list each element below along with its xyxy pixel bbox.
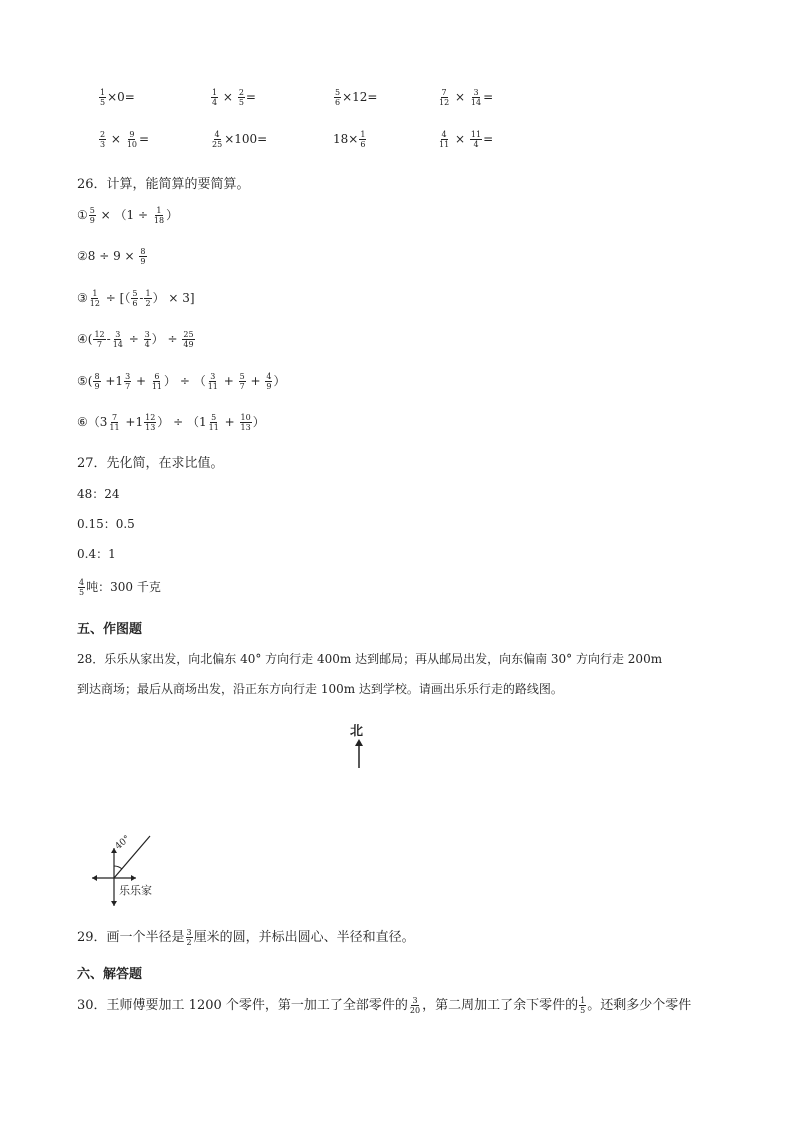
calc-item: $\frac{4}{11}$ × $\frac{11}{4}$ = bbox=[439, 130, 494, 149]
q26-item-3: ③ $\frac{1}{12}$ ÷ [（ $\frac{5}{6}$ - $\frac{1}{2}$ ） × 3] bbox=[77, 289, 195, 308]
calc-item: $\frac{2}{3}$ × $\frac{9}{10}$ = bbox=[100, 130, 150, 149]
ratio-line: 48：24 bbox=[77, 487, 120, 501]
question-27-title: 27．先化简，在求比值。 bbox=[77, 456, 224, 471]
angle-label: 40° bbox=[113, 834, 133, 852]
question-28-line1: 28．乐乐从家出发，向北偏东 40° 方向行走 400m 达到邮局；再从邮局出发，向东偏南 30° 方向行走 200m bbox=[77, 652, 663, 666]
home-label: 乐乐家 bbox=[119, 884, 152, 897]
fraction: $\frac{1}{5}$ bbox=[100, 88, 106, 107]
q26-item-5: ⑤( $\frac{8}{9}$ +1 $\frac{3}{7}$ + $\frac{6}{11}$ ） ÷ （ $\frac{3}{11}$ + $\frac{5}{7}$ + $\frac{4}{9}$ ） bbox=[77, 372, 286, 391]
q26-item-4: ④( $\frac{12}{7}$ - $\frac{3}{14}$ ÷ $\frac{3}{4}$ ） ÷ $\frac{25}{49}$ bbox=[77, 330, 194, 349]
ratio-line: 0.4：1 bbox=[77, 547, 116, 561]
question-28-line2: 到达商场；最后从商场出发，沿正东方向行走 100m 达到学校。请画出乐乐行走的路线图。 bbox=[77, 682, 563, 696]
ratio-line: $\frac{4}{5}$ 吨：300 千克 bbox=[79, 578, 161, 597]
calc-item: $\frac{1}{4}$ × $\frac{2}{5}$ = bbox=[212, 88, 256, 107]
ratio-line: 0.15：0.5 bbox=[77, 517, 135, 531]
north-label: 北 bbox=[350, 724, 364, 739]
section-heading: 五、作图题 bbox=[77, 622, 143, 637]
question-29: 29．画一个半径是 $\frac{3}{2}$ 厘米的圆，并标出圆心、半径和直径。 bbox=[77, 928, 415, 947]
calc-item: 18× $\frac{1}{6}$ bbox=[333, 130, 366, 149]
calc-item: $\frac{7}{12}$ × $\frac{3}{14}$ = bbox=[439, 88, 494, 107]
q26-item-6: ⑥（3 $\frac{7}{11}$ +1 $\frac{12}{13}$ ） ÷ （1 $\frac{5}{11}$ + $\frac{10}{13}$ ） bbox=[77, 413, 265, 432]
question-26-title: 26．计算，能简算的要简算。 bbox=[77, 177, 250, 192]
section-heading: 六、解答题 bbox=[77, 967, 143, 982]
calc-item: $\frac{4}{25}$ ×100= bbox=[212, 130, 268, 149]
calc-item: $\frac{5}{6}$ ×12= bbox=[335, 88, 378, 107]
north-arrow-icon bbox=[350, 738, 370, 770]
q26-item-1: ① $\frac{5}{9}$ × （1 ÷ $\frac{1}{18}$ ） bbox=[77, 206, 179, 225]
q26-item-2: ②8 ÷ 9 × $\frac{8}{9}$ bbox=[77, 247, 146, 266]
calc-item: $\frac{1}{5}$ ×0= bbox=[100, 88, 135, 107]
question-30: 30．王师傅要加工 1200 个零件，第一加工了全部零件的 $\frac{3}{20}$ ，第二周加工了余下零件的 $\frac{1}{5}$ 。还剩多少个零件 bbox=[77, 996, 692, 1015]
